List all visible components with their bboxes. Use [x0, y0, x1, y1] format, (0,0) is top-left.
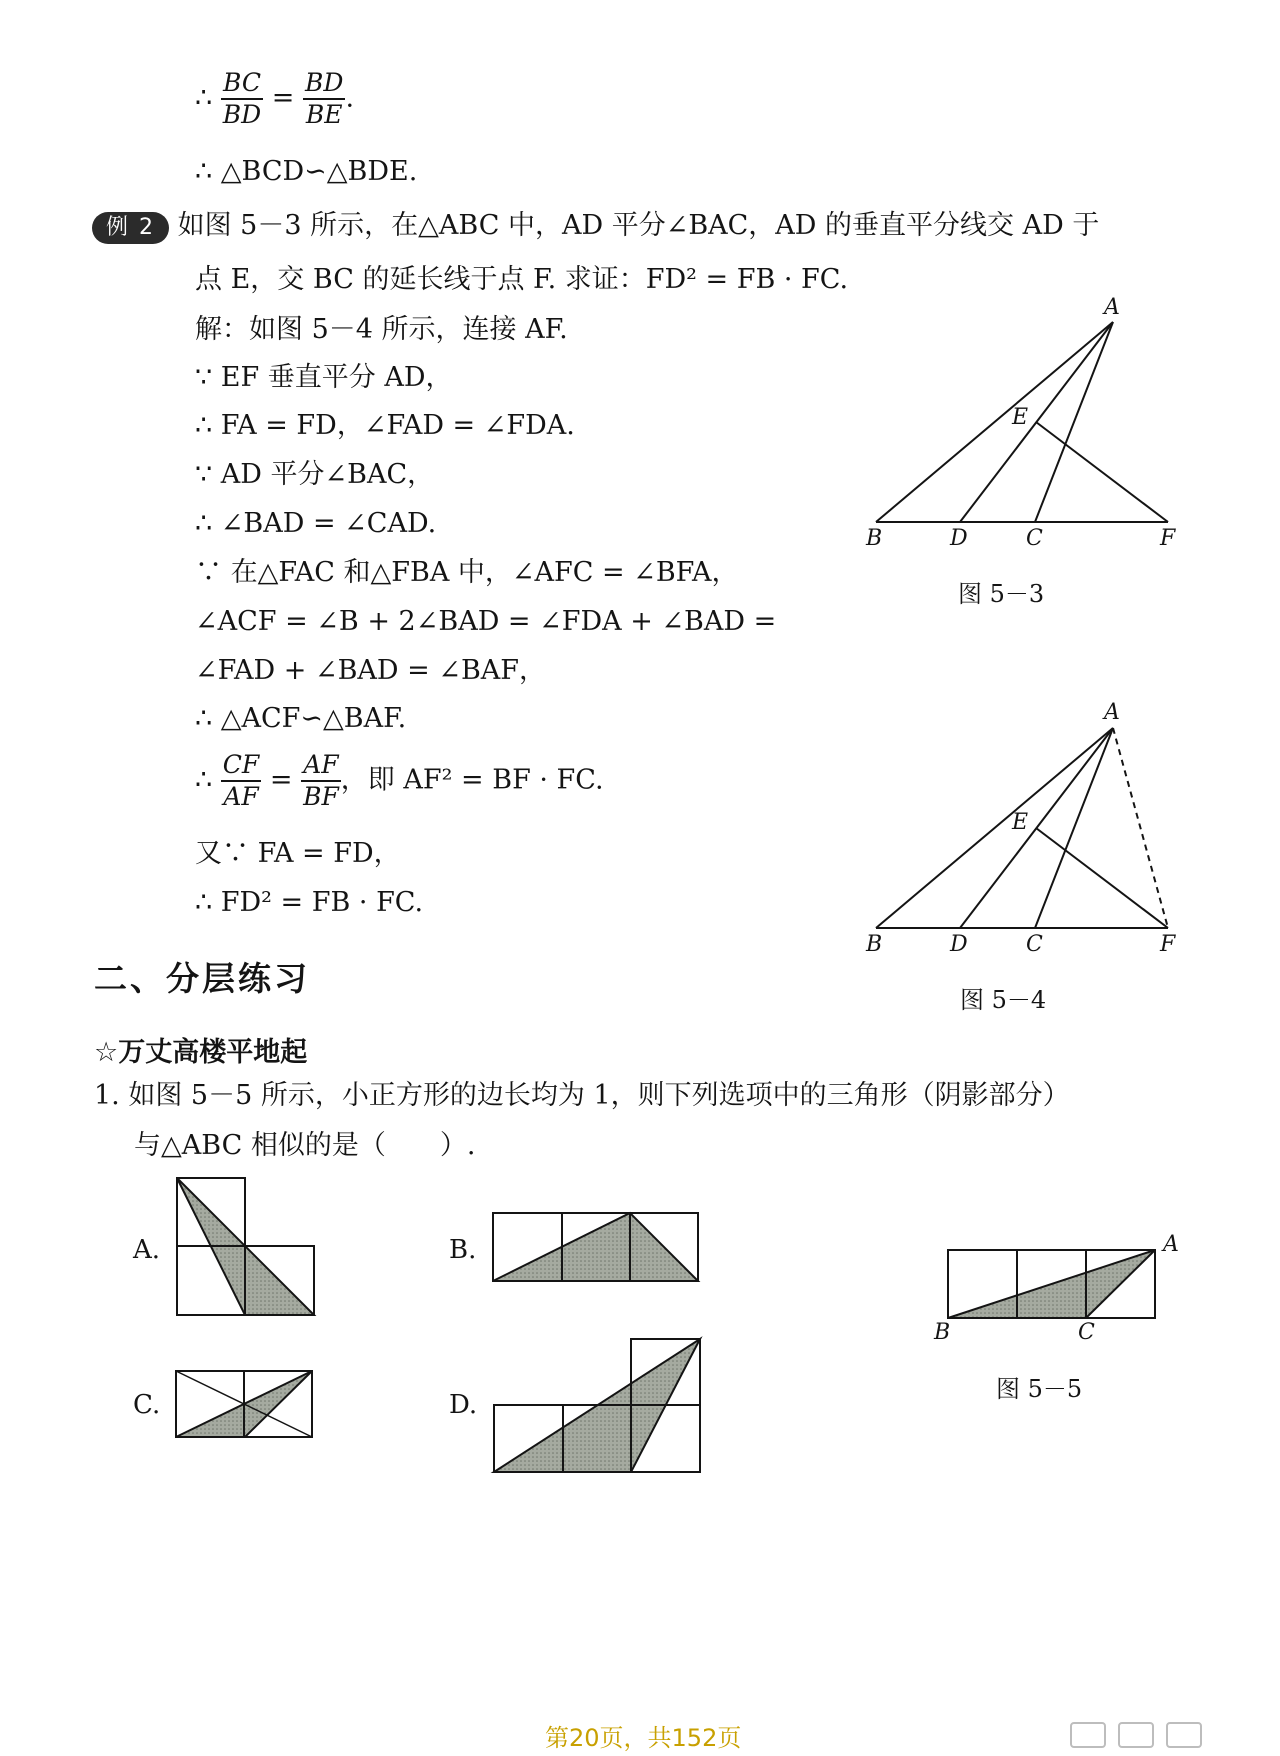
- fig5-label-b: B: [934, 1320, 951, 1345]
- solution-line-5: ∴ ∠BAD = ∠CAD.: [195, 508, 437, 539]
- similar-triangles-line: ∴ △BCD∽△BDE.: [195, 156, 418, 187]
- question1-line2: 与△ABC 相似的是（ ）.: [134, 1130, 476, 1161]
- scroll-view-icon[interactable]: [1166, 1722, 1202, 1748]
- solution-line-7: ∠ACF = ∠B + 2∠BAD = ∠FDA + ∠BAD =: [195, 606, 777, 637]
- fraction-denominator: AF: [223, 782, 259, 811]
- section-title: 二、分层练习: [94, 959, 310, 998]
- fraction-bc-bd: [221, 68, 263, 130]
- therefore-symbol: ∴: [195, 764, 213, 796]
- solution-line-6: ∵ 在△FAC 和△FBA 中，∠AFC = ∠BFA，: [195, 557, 739, 588]
- fig3-label-a: A: [1104, 295, 1120, 320]
- segment-ef: [1036, 422, 1168, 522]
- solution-line-8: ∠FAD + ∠BAD = ∠BAF，: [195, 655, 547, 686]
- fig3-label-f: F: [1160, 526, 1176, 551]
- fraction-cf-af: [221, 750, 261, 812]
- fraction-denominator: BE: [305, 100, 343, 129]
- option-figures: [0, 0, 1, 1]
- period: .: [345, 82, 355, 114]
- fig4-label-e: E: [1012, 810, 1029, 835]
- fraction-denominator: BD: [222, 100, 262, 129]
- fraction-numerator: AF: [301, 750, 340, 782]
- solution-line-2: ∵ EF 垂直平分 AD，: [195, 362, 453, 393]
- option-a-label: A.: [133, 1235, 161, 1265]
- segment-ef: [1036, 828, 1168, 928]
- fraction-numerator: BC: [221, 68, 263, 100]
- figure-5-4-caption: 图 5－4: [960, 986, 1047, 1014]
- solution-end-line-1: 又∵ FA = FD，: [195, 838, 401, 869]
- fig5-label-a: A: [1163, 1232, 1179, 1257]
- option-d-figure: [494, 1339, 700, 1472]
- example-badge: 例 2: [92, 212, 169, 244]
- therefore-symbol: ∴: [195, 82, 213, 114]
- fig3-label-d: D: [950, 526, 968, 551]
- fig3-label-e: E: [1012, 405, 1029, 430]
- viewer-toolbar: [1070, 1722, 1202, 1748]
- segment-af-dashed: [1113, 728, 1168, 928]
- example2-line1: [92, 208, 1099, 244]
- option-b-label: B.: [449, 1235, 477, 1265]
- problem-text-line2: 点 E，交 BC 的延长线于点 F. 求证：FD² = FB · FC.: [195, 264, 849, 295]
- fig5-label-c: C: [1078, 1320, 1095, 1345]
- option-b-shaded-triangle: [493, 1213, 698, 1281]
- solution-line-3: ∴ FA = FD，∠FAD = ∠FDA.: [195, 410, 575, 441]
- figure-5-3-caption: 图 5－3: [958, 580, 1045, 608]
- single-page-icon[interactable]: [1070, 1722, 1106, 1748]
- fraction-bd-be: [303, 68, 345, 130]
- page-indicator: 第20页，共152页: [545, 1724, 742, 1752]
- option-c-label: C.: [133, 1390, 161, 1420]
- solution-line-9: ∴ △ACF∽△BAF.: [195, 703, 407, 734]
- fig4-label-b: B: [866, 932, 883, 957]
- figure-5-5: [948, 1250, 1155, 1318]
- solution-frac-line: [195, 68, 354, 130]
- fig4-label-c: C: [1026, 932, 1043, 957]
- problem-text-line1: 如图 5－3 所示，在△ABC 中，AD 平分∠BAC，AD 的垂直平分线交 AD 于: [177, 210, 1100, 241]
- segment-ab: [876, 728, 1113, 928]
- option-d-label: D.: [449, 1390, 478, 1420]
- fig3-label-c: C: [1026, 526, 1043, 551]
- segment-ab: [876, 322, 1113, 522]
- solution-line-1: 解：如图 5－4 所示，连接 AF.: [195, 314, 568, 345]
- option-b-figure: [493, 1213, 698, 1281]
- equals-sign: =: [269, 764, 293, 796]
- fraction-suffix: ，即 AF² = BF · FC.: [340, 764, 604, 796]
- fig4-label-a: A: [1104, 700, 1120, 725]
- section-subtitle: ☆万丈高楼平地起: [94, 1037, 308, 1068]
- option-c-figure: [176, 1371, 312, 1437]
- question1-line1: 1. 如图 5－5 所示，小正方形的边长均为 1，则下列选项中的三角形（阴影部分）: [94, 1080, 1070, 1111]
- fig3-label-b: B: [866, 526, 883, 551]
- solution-end-line-2: ∴ FD² = FB · FC.: [195, 887, 424, 918]
- fraction-numerator: CF: [221, 750, 261, 782]
- figure-5-5-caption: 图 5－5: [996, 1375, 1083, 1403]
- equals-sign: =: [271, 82, 295, 114]
- fig4-label-f: F: [1160, 932, 1176, 957]
- segment-ac: [1035, 728, 1113, 928]
- fig4-label-d: D: [950, 932, 968, 957]
- fraction-af-bf: [301, 750, 341, 812]
- fraction-numerator: BD: [303, 68, 345, 100]
- fraction-denominator: BF: [303, 782, 339, 811]
- solution-frac-line-2: [195, 750, 604, 812]
- option-a-figure: [177, 1178, 314, 1315]
- figure-5-5-triangle-abc: [948, 1250, 1155, 1318]
- solution-line-4: ∵ AD 平分∠BAC，: [195, 459, 435, 490]
- segment-ac: [1035, 322, 1113, 522]
- double-page-icon[interactable]: [1118, 1722, 1154, 1748]
